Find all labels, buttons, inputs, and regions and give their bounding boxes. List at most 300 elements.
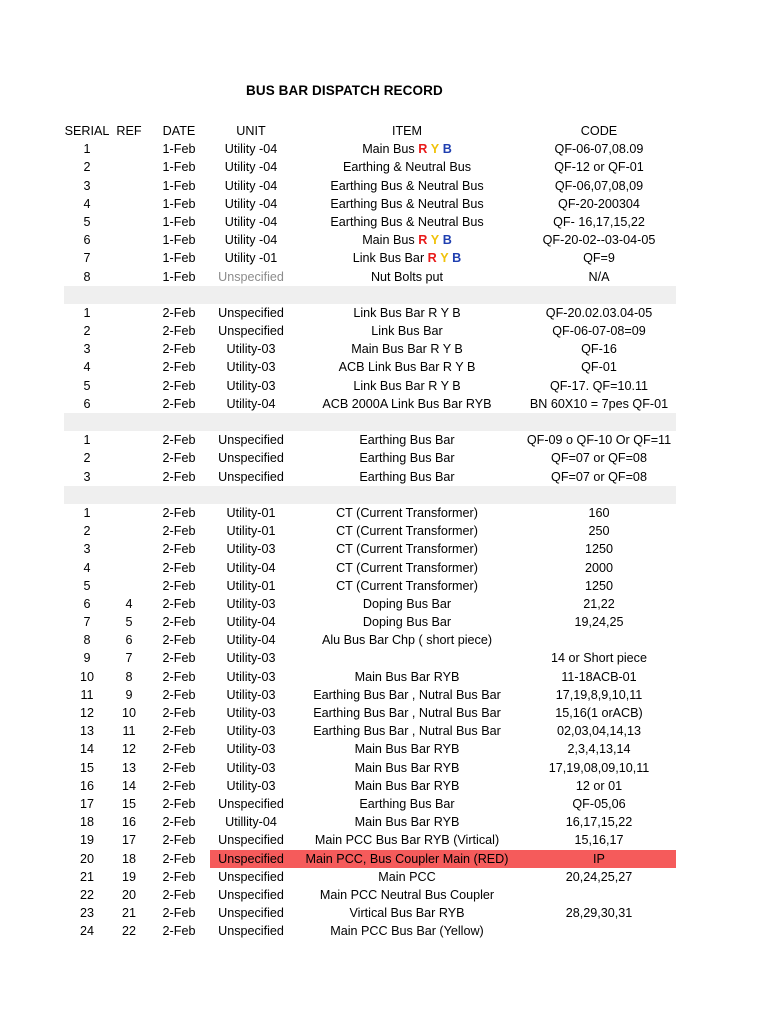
cell-unit — [210, 868, 292, 886]
cell-item-text: Nut Bolts put — [370, 269, 444, 284]
cell-date-text: 2-Feb — [162, 742, 196, 757]
cell-unit — [210, 431, 292, 449]
cell-serial-text: 24 — [79, 924, 94, 939]
cell-serial-text: 9 — [83, 651, 91, 666]
cell-item — [292, 886, 522, 904]
cell-unit-text: Utility-03 — [226, 596, 276, 611]
header-item: ITEM — [391, 124, 423, 138]
table-row — [64, 304, 676, 322]
cell-unit — [210, 158, 292, 176]
cell-code-text: 20,24,25,27 — [565, 869, 633, 884]
cell-code-text: QF=07 or QF=08 — [551, 451, 647, 466]
cell-date — [148, 831, 210, 849]
cell-unit — [210, 377, 292, 395]
table-row — [64, 195, 676, 213]
cell-date-text: 1-Feb — [162, 269, 196, 284]
phase-r-label: R — [418, 142, 428, 157]
cell-date — [148, 868, 210, 886]
table-row — [64, 377, 676, 395]
cell-item — [292, 449, 522, 467]
cell-unit-text: Utility-03 — [226, 651, 276, 666]
cell-date — [148, 777, 210, 795]
cell-item-text: CT (Current Transformer) — [336, 505, 478, 520]
cell-unit — [210, 249, 292, 267]
cell-date — [148, 850, 210, 868]
table-row — [64, 631, 676, 649]
cell-date-text: 2-Feb — [162, 633, 196, 648]
header-ref: REF — [116, 124, 142, 138]
cell-item-text: Main Bus Bar RYB — [354, 742, 460, 757]
cell-ref-text: 15 — [121, 796, 136, 811]
cell-code-text: 02,03,04,14,13 — [556, 724, 642, 739]
table-row — [64, 559, 676, 577]
cell-date — [148, 395, 210, 413]
cell-unit-text: Utillity-04 — [225, 815, 277, 830]
cell-unit-text: Utility -01 — [224, 251, 278, 266]
cell-serial-text: 1 — [83, 505, 91, 520]
cell-serial-text: 8 — [83, 633, 91, 648]
cell-code — [522, 613, 676, 631]
cell-date — [148, 559, 210, 577]
cell-item-text: Main Bus — [362, 233, 415, 248]
cell-ref-text: 10 — [121, 706, 136, 720]
cell-code — [522, 213, 676, 231]
cell-serial — [64, 831, 110, 849]
cell-unit-text: Utility-04 — [226, 560, 276, 575]
cell-unit-text: Utility-03 — [226, 342, 276, 357]
cell-code — [522, 704, 676, 722]
cell-serial-text: 4 — [83, 560, 91, 575]
cell-ref — [110, 649, 148, 667]
cell-unit-text: Unspecified — [218, 833, 284, 848]
table-row — [64, 249, 676, 267]
cell-unit-text: Unspecified — [218, 305, 284, 320]
cell-date — [148, 449, 210, 467]
cell-code — [522, 158, 676, 176]
cell-code — [522, 249, 676, 267]
cell-unit-text: Unspecified — [218, 851, 284, 866]
phase-r-label: R — [427, 251, 437, 266]
cell-unit — [210, 613, 292, 631]
cell-date-text: 2-Feb — [162, 560, 196, 575]
cell-code — [522, 740, 676, 758]
cell-date-text: 2-Feb — [162, 578, 196, 593]
cell-code-text: QF-20.02.03.04-05 — [545, 305, 653, 320]
cell-code — [522, 177, 676, 195]
phase-r-label: R — [418, 233, 428, 248]
table-row — [64, 613, 676, 631]
cell-item — [292, 722, 522, 740]
cell-unit — [210, 777, 292, 795]
cell-date-text: 1-Feb — [162, 160, 196, 175]
cell-unit — [210, 795, 292, 813]
cell-serial — [64, 522, 110, 540]
cell-item-text: CT (Current Transformer) — [336, 560, 478, 575]
cell-code-text: 15,16,17 — [574, 833, 624, 848]
cell-ref — [110, 759, 148, 777]
cell-serial — [64, 468, 110, 486]
cell-code — [522, 322, 676, 340]
cell-ref — [110, 722, 148, 740]
cell-item — [292, 759, 522, 777]
cell-unit-text: Utility -04 — [224, 160, 278, 175]
table-row — [64, 358, 676, 376]
cell-serial-text: 6 — [83, 596, 91, 611]
cell-item — [292, 195, 522, 213]
table-row — [64, 795, 676, 813]
cell-item-text: Doping Bus Bar — [362, 596, 452, 611]
cell-code — [522, 559, 676, 577]
cell-item — [292, 231, 522, 249]
cell-serial-text: 14 — [79, 742, 94, 757]
cell-code — [522, 577, 676, 595]
cell-unit — [210, 649, 292, 667]
cell-date — [148, 540, 210, 558]
cell-code-text: QF-06,07,08,09 — [554, 178, 644, 193]
cell-unit-text: Utility-03 — [226, 687, 276, 702]
cell-item-text: Link Bus Bar R Y B — [353, 305, 461, 320]
table-row — [64, 722, 676, 740]
cell-item-text: Earthing Bus Bar , Nutral Bus Bar — [313, 724, 501, 739]
cell-unit — [210, 268, 292, 286]
cell-unit — [210, 740, 292, 758]
cell-date — [148, 595, 210, 613]
cell-item-text: Main PCC Neutral Bus Coupler — [319, 887, 495, 902]
cell-serial-text: 1 — [83, 433, 91, 448]
cell-date-text: 2-Feb — [162, 851, 196, 866]
cell-item — [292, 249, 522, 267]
cell-date — [148, 795, 210, 813]
cell-unit — [210, 850, 292, 868]
cell-ref — [110, 704, 148, 722]
cell-serial — [64, 686, 110, 704]
cell-date-text: 2-Feb — [162, 324, 196, 339]
cell-date-text: 1-Feb — [162, 251, 196, 266]
cell-serial — [64, 704, 110, 722]
cell-unit — [210, 922, 292, 940]
cell-code — [522, 377, 676, 395]
cell-serial — [64, 886, 110, 904]
table-row — [64, 158, 676, 176]
cell-code-text: 21,22 — [583, 596, 615, 611]
cell-serial — [64, 195, 110, 213]
cell-serial — [64, 668, 110, 686]
cell-date-text: 2-Feb — [162, 505, 196, 520]
cell-item — [292, 613, 522, 631]
table-row — [64, 322, 676, 340]
phase-y-label: Y — [440, 251, 449, 266]
cell-unit — [210, 395, 292, 413]
cell-item — [292, 595, 522, 613]
cell-serial-text: 2 — [83, 324, 91, 339]
cell-unit-text: Unspecified — [218, 796, 284, 811]
cell-unit — [210, 195, 292, 213]
cell-serial-text: 8 — [83, 269, 91, 284]
table-row — [64, 777, 676, 795]
cell-item — [292, 577, 522, 595]
table-row — [64, 449, 676, 467]
cell-item — [292, 213, 522, 231]
cell-ref-text: 18 — [121, 851, 136, 866]
cell-serial-text: 3 — [83, 342, 91, 357]
cell-unit-text: Unspecified — [218, 887, 284, 902]
cell-serial-text: 6 — [83, 396, 91, 411]
cell-unit-text: Utility-03 — [226, 760, 276, 775]
cell-code-text: QF-05,06 — [572, 796, 626, 811]
cell-unit-text: Utility -04 — [224, 142, 278, 157]
cell-serial — [64, 759, 110, 777]
cell-item-text: Main Bus Bar RYB — [354, 760, 460, 775]
cell-serial-text: 11 — [80, 687, 94, 702]
cell-ref — [110, 850, 148, 868]
phase-y-label: Y — [430, 142, 440, 157]
table-row — [64, 504, 676, 522]
cell-unit-text: Utility-04 — [226, 615, 276, 630]
cell-item-text: Main PCC, Bus Coupler Main (RED) — [305, 851, 509, 866]
cell-ref — [110, 613, 148, 631]
cell-serial-text: 19 — [79, 833, 94, 848]
cell-date — [148, 358, 210, 376]
table-body — [64, 140, 676, 940]
cell-date-text: 1-Feb — [162, 233, 196, 248]
cell-serial-text: 18 — [79, 815, 94, 830]
cell-ref-text: 16 — [121, 815, 136, 830]
cell-item-text: CT (Current Transformer) — [336, 542, 478, 557]
cell-code-text: QF-09 o QF-10 Or QF=11 — [526, 433, 672, 448]
cell-code-text: N/A — [588, 269, 610, 284]
phase-b-label: B — [442, 142, 452, 157]
cell-serial-text: 2 — [83, 160, 91, 175]
cell-item — [292, 322, 522, 340]
cell-unit-text: Unspecified — [218, 906, 284, 921]
section-separator — [64, 413, 676, 431]
cell-serial — [64, 595, 110, 613]
cell-ref-text: 7 — [125, 651, 133, 666]
cell-ref-text: 12 — [121, 742, 136, 757]
cell-date — [148, 268, 210, 286]
cell-ref — [110, 631, 148, 649]
cell-date-text: 2-Feb — [162, 796, 196, 811]
cell-code — [522, 595, 676, 613]
cell-unit-text: Utility-03 — [226, 706, 276, 720]
cell-ref — [110, 922, 148, 940]
cell-unit — [210, 540, 292, 558]
cell-date — [148, 340, 210, 358]
cell-ref — [110, 886, 148, 904]
cell-unit-text: Unspecified — [218, 924, 284, 939]
cell-code-text: 11-18ACB-01 — [561, 669, 637, 684]
cell-date — [148, 231, 210, 249]
cell-date — [148, 686, 210, 704]
cell-ref-text: 13 — [121, 760, 136, 775]
cell-ref-text: 17 — [121, 833, 136, 848]
cell-date — [148, 740, 210, 758]
cell-date — [148, 249, 210, 267]
cell-date-text: 1-Feb — [162, 142, 196, 157]
cell-date-text: 2-Feb — [162, 706, 196, 720]
cell-item — [292, 468, 522, 486]
cell-serial — [64, 613, 110, 631]
cell-date — [148, 577, 210, 595]
cell-unit — [210, 213, 292, 231]
cell-item — [292, 686, 522, 704]
cell-code — [522, 504, 676, 522]
cell-date — [148, 195, 210, 213]
cell-serial-text: 13 — [79, 724, 94, 739]
cell-serial-text: 2 — [83, 524, 91, 539]
cell-serial-text: 17 — [79, 796, 94, 811]
cell-serial-text: 4 — [83, 360, 91, 375]
cell-date-text: 2-Feb — [162, 724, 196, 739]
cell-item — [292, 358, 522, 376]
cell-item — [292, 831, 522, 849]
cell-code-text: 2,3,4,13,14 — [567, 742, 631, 757]
table-row — [64, 177, 676, 195]
cell-serial-text: 3 — [83, 178, 91, 193]
cell-item — [292, 704, 522, 722]
cell-serial-text: 4 — [83, 196, 91, 211]
cell-unit-text: Utility-03 — [226, 742, 276, 757]
cell-serial — [64, 722, 110, 740]
cell-date — [148, 304, 210, 322]
cell-serial — [64, 395, 110, 413]
cell-item-text: Main Bus Bar RYB — [354, 815, 460, 830]
cell-code-text: QF-06-07-08=09 — [552, 324, 646, 339]
table-row — [64, 649, 676, 667]
cell-unit-text: Unspecified — [218, 269, 284, 284]
cell-date-text: 2-Feb — [162, 906, 196, 921]
cell-unit-text: Utility-03 — [226, 778, 276, 793]
cell-item — [292, 395, 522, 413]
cell-ref-text: 8 — [125, 669, 133, 684]
cell-date — [148, 649, 210, 667]
cell-code — [522, 231, 676, 249]
table-row — [64, 340, 676, 358]
cell-serial-text: 5 — [83, 214, 91, 229]
cell-serial — [64, 213, 110, 231]
cell-item-text: Doping Bus Bar — [362, 615, 452, 630]
cell-date-text: 1-Feb — [162, 196, 196, 211]
cell-code-text: 1250 — [584, 578, 614, 593]
cell-item-text: Earthing Bus Bar , Nutral Bus Bar — [313, 687, 501, 702]
cell-code-text: 15,16(1 orACB) — [555, 706, 643, 720]
cell-item-text: Main Bus Bar R Y B — [351, 342, 463, 357]
cell-code-text: 2000 — [584, 560, 614, 575]
table-row — [64, 813, 676, 831]
cell-code — [522, 304, 676, 322]
cell-ref — [110, 595, 148, 613]
cell-item-text: Earthing Bus Bar — [359, 433, 455, 448]
cell-item — [292, 540, 522, 558]
cell-code-text: IP — [593, 851, 605, 866]
cell-item-text: CT (Current Transformer) — [336, 578, 478, 593]
cell-ref — [110, 740, 148, 758]
cell-code — [522, 340, 676, 358]
cell-date — [148, 759, 210, 777]
cell-serial — [64, 431, 110, 449]
table-row — [64, 468, 676, 486]
table-row — [64, 595, 676, 613]
cell-item — [292, 377, 522, 395]
cell-code-text: 160 — [588, 505, 610, 520]
cell-serial — [64, 304, 110, 322]
cell-date — [148, 158, 210, 176]
cell-serial — [64, 177, 110, 195]
cell-code-text: 12 or 01 — [575, 778, 623, 793]
cell-serial-text: 5 — [83, 578, 91, 593]
table-header-row — [64, 122, 676, 140]
cell-unit — [210, 231, 292, 249]
cell-serial-text: 10 — [79, 669, 94, 684]
cell-ref-text: 9 — [125, 687, 133, 702]
cell-ref-text: 21 — [121, 906, 136, 921]
header-unit: UNIT — [236, 124, 266, 138]
cell-item — [292, 795, 522, 813]
cell-date-text: 2-Feb — [162, 669, 196, 684]
cell-ref-text: 20 — [121, 887, 136, 902]
cell-code-text: QF-16 — [581, 342, 617, 357]
cell-ref — [110, 831, 148, 849]
cell-date — [148, 704, 210, 722]
cell-serial-text: 3 — [83, 469, 91, 484]
cell-item-text: Alu Bus Bar Chp ( short piece) — [321, 633, 493, 648]
cell-unit — [210, 577, 292, 595]
cell-unit — [210, 522, 292, 540]
table-row — [64, 850, 676, 868]
cell-serial-text: 21 — [79, 869, 94, 884]
cell-unit — [210, 722, 292, 740]
cell-date — [148, 140, 210, 158]
cell-item-text: CT (Current Transformer) — [336, 524, 478, 539]
cell-item — [292, 431, 522, 449]
cell-item-text: Earthing Bus Bar — [359, 451, 455, 466]
cell-serial — [64, 268, 110, 286]
cell-item-text: Earthing Bus & Neutral Bus — [330, 214, 484, 229]
cell-item-text: ACB Link Bus Bar R Y B — [338, 360, 476, 375]
cell-item — [292, 559, 522, 577]
table-row — [64, 140, 676, 158]
cell-date — [148, 377, 210, 395]
cell-code — [522, 795, 676, 813]
cell-item — [292, 340, 522, 358]
cell-serial — [64, 868, 110, 886]
cell-ref — [110, 813, 148, 831]
cell-serial — [64, 249, 110, 267]
cell-ref-text: 5 — [125, 615, 133, 630]
cell-unit-text: Utility-03 — [226, 378, 276, 393]
cell-date-text: 2-Feb — [162, 778, 196, 793]
cell-ref — [110, 904, 148, 922]
cell-serial-text: 23 — [79, 906, 94, 921]
cell-date-text: 2-Feb — [162, 687, 196, 702]
cell-code-text: QF=07 or QF=08 — [551, 469, 647, 484]
cell-serial — [64, 559, 110, 577]
table-row — [64, 268, 676, 286]
cell-code — [522, 668, 676, 686]
cell-ref — [110, 777, 148, 795]
cell-date-text: 2-Feb — [162, 833, 196, 848]
cell-date-text: 2-Feb — [162, 451, 196, 466]
cell-serial — [64, 358, 110, 376]
cell-unit-text: Unspecified — [218, 469, 284, 484]
cell-date — [148, 813, 210, 831]
cell-unit-text: Utility-03 — [226, 360, 276, 375]
cell-code — [522, 395, 676, 413]
cell-item-text: Main PCC Bus Bar (Yellow) — [330, 924, 484, 939]
table-row — [64, 577, 676, 595]
cell-code-text: QF-01 — [581, 360, 617, 375]
table-row — [64, 686, 676, 704]
